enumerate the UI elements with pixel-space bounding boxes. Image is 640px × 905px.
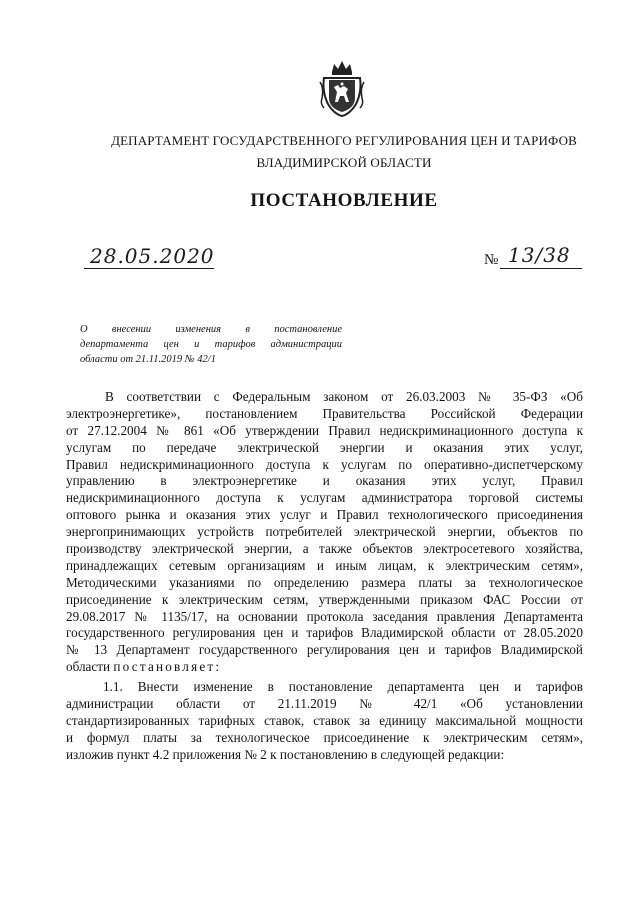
coat-of-arms-icon [318,58,366,118]
body-line: производству электрической энергии, а также объектов электросетевого хозяйства, [66,541,583,557]
document-number: 13/38 [508,243,571,267]
body-line: от 27.12.2004 № 861 «Об утверждении Правил недискриминационного доступа к [66,422,583,438]
department-name-line-2: ВЛАДИМИРСКОЙ ОБЛАСТИ [256,155,432,170]
body-line: стандартизированных тарифных ставок, ставок за единицу максимальной мощности [66,712,583,728]
body-line: энергопринимающих устройств потребителей электрической энергии, объектов по [66,524,583,540]
body-line: и формул платы за технологическое присоединение к электрическим сетям», [66,729,583,745]
subject-line: департамента цен и тарифов администрации [80,339,342,350]
body-line: 1.1. Внести изменение в постановление департамента цен и тарифов [103,679,583,695]
preamble-paragraph [66,389,583,676]
subject-line: О внесении изменения в постановление [80,324,342,335]
body-line: изложив пункт 4.2 приложения № 2 к постановлению в следующей редакции: [66,746,505,762]
document-date: 28.05.2020 [90,244,215,268]
body-line: принадлежащих сетевым организациям и иным лицам, к электрическим сетям», [66,557,583,573]
document-subject [80,322,342,367]
body-line: Методическими указаниями по определению размера платы за технологическое [66,574,583,590]
body-line: государственного регулирования цен и тарифов Владимирской области от 28.05.2020 [66,625,583,641]
body-line-last [66,659,583,676]
body-line: присоединение к электрическим сетям, утвержденными приказом ФАС России от [66,591,583,607]
document-title: ПОСТАНОВЛЕНИЕ [250,190,438,211]
body-line: услугам по передаче электрической энергии и оказания этих услуг, [66,439,583,455]
date-underline [84,268,214,269]
subject-line: области от 21.11.2019 № 42/1 [80,354,216,365]
body-line: оптового рынка и оказания этих услуг и Правил технологического присоединения [66,507,583,523]
document-body [66,389,583,764]
body-text: области [66,659,111,675]
body-line: В соответствии с Федеральным законом от 26.03.2003 № 35-ФЗ «Об [105,389,583,404]
decree-keyword: постановляет: [113,659,222,675]
number-underline [500,268,582,269]
number-sign: № [484,252,499,268]
body-line: Правил недискриминационного доступа к услугам по оперативно-диспетчерскому [66,456,583,472]
body-line: недискриминационного доступа к услугам администратора торговой системы [66,490,583,506]
body-line: электроэнергетике», постановлением Правительства Российской Федерации [66,405,583,421]
body-line: № 13 Департамент государственного регулирования цен и тарифов Владимирской [66,642,583,658]
body-line: управлению в электроэнергетике и оказания этих услуг, Правил [66,473,583,489]
clause-1-1-paragraph [66,679,583,763]
body-line: 29.08.2017 № 1135/17, на основании протокола заседания правления Департамента [66,608,583,624]
department-name-line-1: ДЕПАРТАМЕНТ ГОСУДАРСТВЕННОГО РЕГУЛИРОВАНИЯ ЦЕН И ТАРИФОВ [111,133,577,148]
body-line: администрации области от 21.11.2019 № 42/1 «Об установлении [66,696,583,712]
